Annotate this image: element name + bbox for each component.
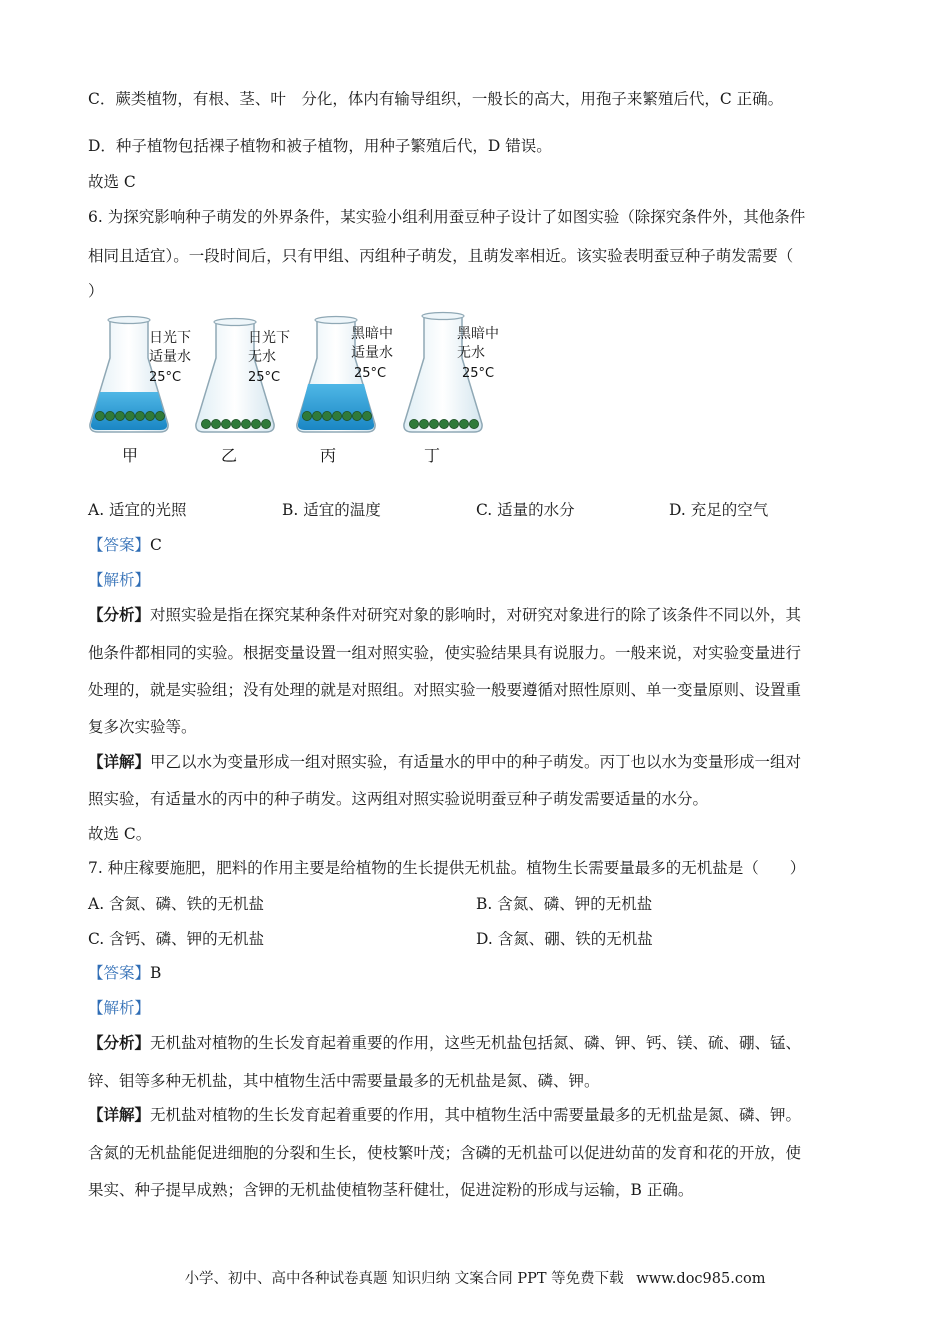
- q7-xiangjie-line-3: 果实、种子提早成熟；含钾的无机盐使植物茎秆健壮，促进淀粉的形成与运输，B 正确。: [88, 1181, 694, 1199]
- flask-ding-water-label: 无水: [457, 345, 485, 361]
- q6-answer-tag: 【答案】: [88, 536, 151, 554]
- flask-ding: [404, 313, 499, 466]
- q6-answer-value: C: [150, 536, 162, 554]
- q6-option-c: C. 适量的水分: [476, 501, 575, 519]
- flask-ding-temp-label: 25°C: [462, 366, 495, 381]
- q6-conclusion: 故选 C。: [88, 825, 152, 843]
- q7-xiangjie-line-2: 含氮的无机盐能促进细胞的分裂和生长，使枝繁叶茂；含磷的无机盐可以促进幼苗的发育和花的开放，使: [88, 1144, 802, 1162]
- q7-answer-value: B: [150, 964, 162, 982]
- flask-bing-name: 丙: [320, 446, 337, 465]
- flask-bing-temp-label: 25°C: [354, 366, 387, 381]
- q6-flask-experiment-figure: [86, 306, 516, 478]
- q6-stem-line-3: ）: [88, 282, 104, 300]
- page-footer: [0, 1268, 950, 1290]
- flask-ding-name: 丁: [424, 446, 441, 465]
- q7-stem: 7. 种庄稼要施肥，肥料的作用主要是给植物的生长提供无机盐。植物生长需要量最多的无机盐是（ ）: [88, 859, 806, 877]
- q7-xiangjie-text-1: 无机盐对植物的生长发育起着重要的作用，其中植物生活中需要量最多的无机盐是氮、磷、钾。: [150, 1106, 802, 1124]
- q7-answer: [88, 962, 858, 984]
- q7-fenxi-text-1: 无机盐对植物的生长发育起着重要的作用，这些无机盐包括氮、磷、钾、钙、镁、硫、硼、锰、: [150, 1034, 802, 1052]
- q6-analysis-tag: 【解析】: [88, 571, 151, 589]
- q6-fenxi-line-1: [88, 604, 858, 626]
- q5-option-d-explanation: D．种子植物包括裸子植物和被子植物，用种子繁殖后代，D 错误。: [88, 137, 552, 155]
- flask-yi-light-label: 日光下: [248, 330, 290, 346]
- q6-xiangjie-text-1: 甲乙以水为变量形成一组对照实验，有适量水的甲中的种子萌发。丙丁也以水为变量形成一组对: [150, 753, 802, 771]
- q7-fenxi-line-1: [88, 1032, 858, 1054]
- q7-answer-tag: 【答案】: [88, 964, 151, 982]
- q7-fenxi-tag: 【分析】: [88, 1033, 151, 1052]
- q6-option-b: B. 适宜的温度: [282, 501, 381, 519]
- q6-xiangjie-tag: 【详解】: [88, 752, 151, 771]
- q6-fenxi-line-2: 他条件都相同的实验。根据变量设置一组对照实验，使实验结果具有说服力。一般来说，对实验变量进行: [88, 644, 802, 662]
- q7-xiangjie-line-1: [88, 1104, 858, 1126]
- flask-jia-light-label: 日光下: [149, 330, 191, 346]
- q7-xiangjie-tag: 【详解】: [88, 1105, 151, 1124]
- flask-jia-temp-label: 25°C: [149, 370, 182, 385]
- flask-jia-water-label: 适量水: [149, 349, 191, 365]
- q5-conclusion: 故选 C: [88, 173, 136, 191]
- q7-option-a: A. 含氮、磷、铁的无机盐: [88, 895, 265, 913]
- q6-xiangjie-line-2: 照实验，有适量水的丙中的种子萌发。这两组对照实验说明蚕豆种子萌发需要适量的水分。: [88, 790, 709, 808]
- flask-bing: [297, 317, 393, 466]
- q6-xiangjie-line-1: [88, 751, 858, 773]
- flask-yi: [196, 319, 290, 466]
- flask-yi-name: 乙: [221, 446, 238, 465]
- q6-fenxi-line-3: 处理的，就是实验组；没有处理的就是对照组。对照实验一般要遵循对照性原则、单一变量原则、设置重: [88, 681, 802, 699]
- q5-option-c-explanation: C．蕨类植物，有根、茎、叶 分化，体内有输导组织，一般长的高大，用孢子来繁殖后代，C 正确。: [88, 90, 784, 108]
- flask-bing-water-label: 适量水: [351, 345, 393, 361]
- q6-option-d: D. 充足的空气: [669, 501, 769, 519]
- flask-yi-temp-label: 25°C: [248, 370, 281, 385]
- flask-yi-water-label: 无水: [248, 349, 276, 365]
- q7-fenxi-line-2: 锌、钼等多种无机盐，其中植物生活中需要量最多的无机盐是氮、磷、钾。: [88, 1072, 600, 1090]
- q6-fenxi-text-1: 对照实验是指在探究某种条件对研究对象的影响时，对研究对象进行的除了该条件不同以外，其: [150, 606, 802, 624]
- flask-ding-light-label: 黑暗中: [457, 326, 499, 342]
- q6-fenxi-tag: 【分析】: [88, 605, 151, 624]
- q7-option-c: C. 含钙、磷、钾的无机盐: [88, 930, 265, 948]
- q7-option-b: B. 含氮、磷、钾的无机盐: [476, 895, 653, 913]
- q7-analysis-tag: 【解析】: [88, 999, 151, 1017]
- q7-option-d: D. 含氮、硼、铁的无机盐: [476, 930, 653, 948]
- footer-link[interactable]: www.doc985.com: [636, 1271, 766, 1287]
- flask-jia: [90, 317, 191, 466]
- q6-stem-line-1: 6. 为探究影响种子萌发的外界条件，某实验小组利用蚕豆种子设计了如图实验（除探究条件外，其他条件: [88, 208, 806, 226]
- footer-text: 小学、初中、高中各种试卷真题 知识归纳 文案合同 PPT 等免费下载: [184, 1271, 624, 1287]
- flask-jia-name: 甲: [122, 446, 139, 465]
- flask-bing-light-label: 黑暗中: [351, 326, 393, 342]
- q6-fenxi-line-4: 复多次实验等。: [88, 718, 197, 736]
- q6-option-a: A. 适宜的光照: [88, 501, 187, 519]
- q6-stem-line-2: 相同且适宜）。一段时间后，只有甲组、丙组种子萌发，且萌发率相近。该实验表明蚕豆种子萌发需要（: [88, 247, 794, 265]
- q6-answer: [88, 534, 858, 556]
